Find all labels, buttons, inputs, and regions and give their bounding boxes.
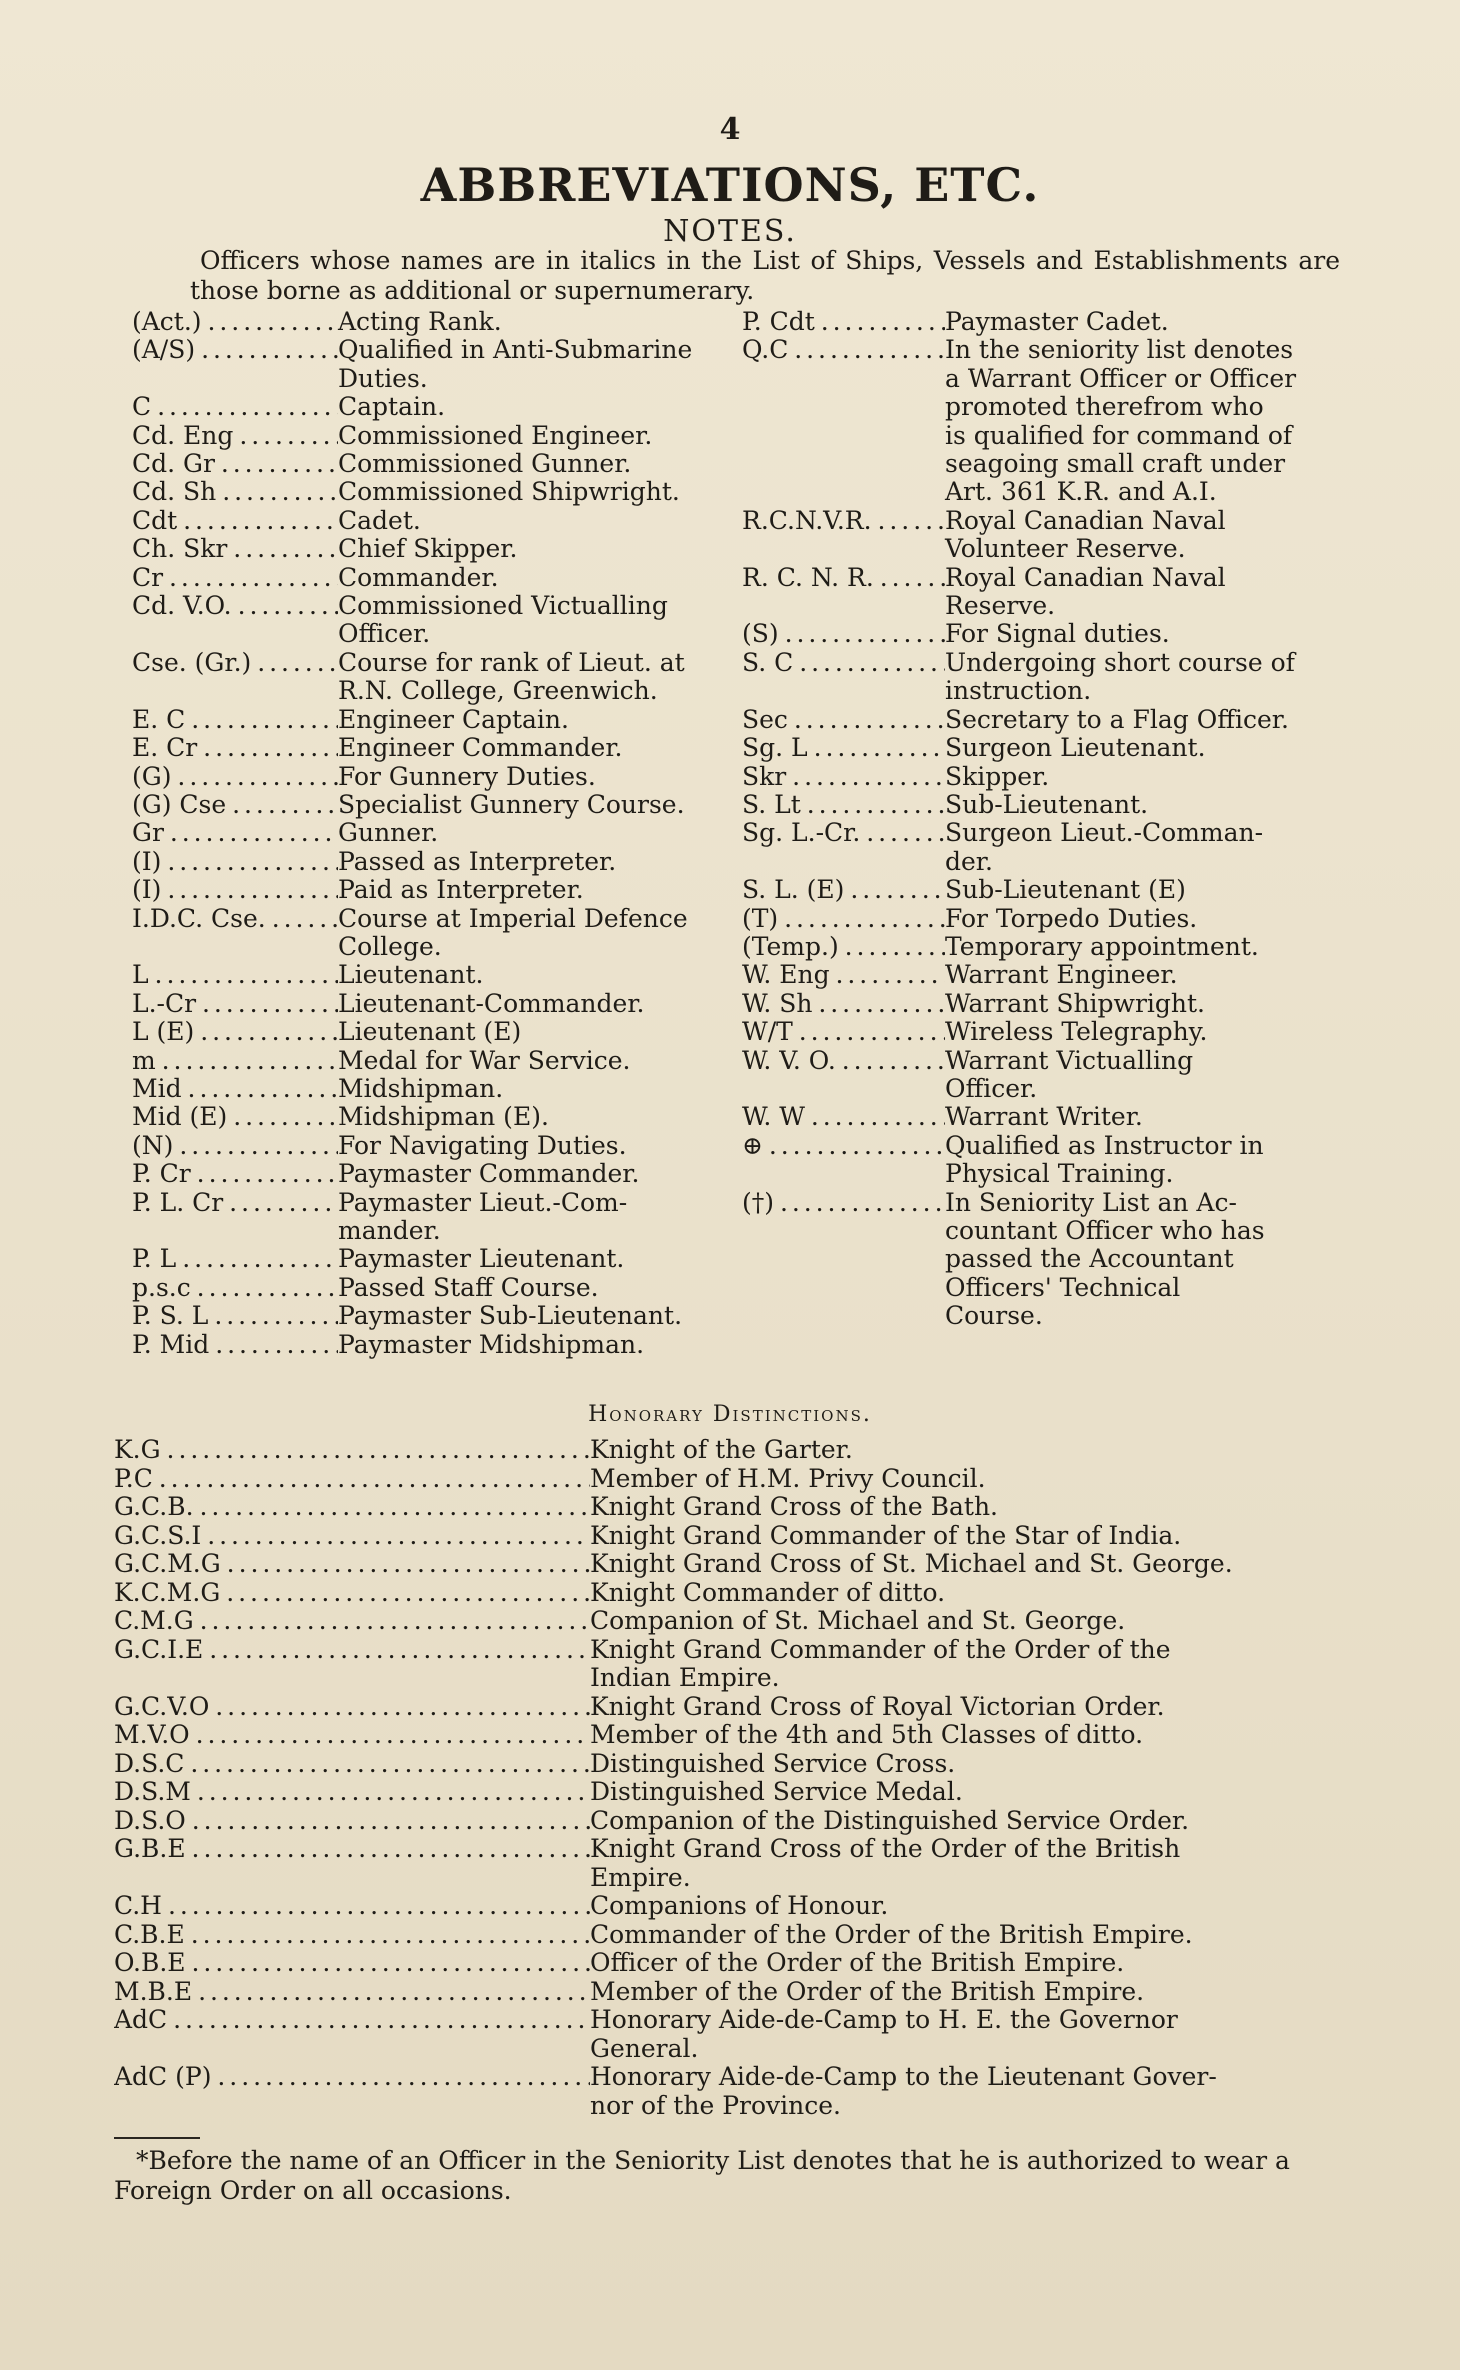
abbreviation-term: D.S.O . . . [114,1807,590,1836]
abbreviation-meaning: Honorary Aide-de-Camp to H. E. the Governor General. [590,2005,1178,2063]
abbreviation-meaning: Member of the Order of the British Empire. [590,1976,1145,2006]
abbreviation-meaning: Temporary appointment. [945,931,1259,961]
abbreviation-entry [132,336,742,393]
abbreviation-term: S. Lt . . . [742,791,945,819]
abbreviation-entry [742,791,1337,819]
abbreviation-term: W. Eng . . . [742,961,945,989]
abbreviation-meaning: For Torpedo Duties. [945,903,1198,933]
abbreviation-meaning: Distinguished Service Cross. [590,1748,956,1778]
abbreviation-entry [132,1132,742,1160]
abbreviation-entry [114,1750,1320,1779]
abbreviation-entry [742,1047,1337,1104]
abbreviations-right-column [742,308,1337,1331]
abbreviation-meaning: Commander of the Order of the British Empire. [590,1919,1193,1949]
abbreviation-meaning: For Gunnery Duties. [338,761,596,791]
abbreviation-meaning: Royal Canadian Naval Reserve. [945,562,1226,621]
abbreviation-meaning: Midshipman (E). [338,1102,549,1132]
abbreviation-entry [742,876,1337,904]
abbreviation-entry [742,1018,1337,1046]
abbreviation-meaning: Warrant Victualling Officer. [945,1045,1194,1103]
footnote-rule [114,2137,200,2139]
abbreviation-meaning: Honorary Aide-de-Camp to the Lieutenant Gover- nor of the Province. [590,2062,1217,2120]
abbreviation-term: W/T . . . [742,1018,945,1046]
abbreviation-term: G.B.E . . . [114,1835,590,1892]
abbreviation-term: AdC . . . [114,2006,590,2063]
abbreviation-term: G.C.I.E . . . [114,1636,590,1693]
abbreviation-term: W. W . . . [742,1103,945,1131]
abbreviation-term: Cdt . . . [132,507,338,535]
abbreviation-entry [132,308,742,336]
abbreviation-entry [742,649,1337,706]
abbreviation-meaning: Acting Rank. [338,307,502,336]
abbreviation-term: Skr . . . [742,763,945,791]
abbreviation-entry [114,1721,1320,1750]
abbreviation-meaning: Knight Grand Cross of the Bath. [590,1492,998,1521]
abbreviation-meaning: Gunner. [338,818,439,848]
abbreviation-term: Cd. V.O. . . . [132,592,338,649]
abbreviation-term: E. C . . . [132,706,338,734]
abbreviation-term: (†) . . . [742,1189,945,1331]
abbreviation-meaning: Paymaster Sub-Lieutenant. [338,1301,683,1331]
abbreviation-meaning: Commissioned Engineer. [338,420,653,450]
abbreviation-meaning: Member of the 4th and 5th Classes of ditto. [590,1720,1144,1749]
abbreviation-meaning: Engineer Commander. [338,733,623,763]
abbreviation-term: G.C.M.G . . . [114,1550,590,1579]
abbreviation-term: S. L. (E) . . . [742,876,945,904]
abbreviation-term: D.S.M . . . [114,1778,590,1807]
abbreviation-entry [132,1331,742,1359]
abbreviation-term: Cse. (Gr.) . . . [132,649,338,706]
abbreviation-entry [114,1607,1320,1636]
honorary-distinctions-list [114,1436,1320,2120]
abbreviation-meaning: Qualified in Anti-Submarine Duties. [338,335,693,393]
abbreviation-entry [742,706,1337,734]
abbreviation-meaning: Paymaster Commander. [338,1159,640,1189]
abbreviation-entry [114,1978,1320,2007]
abbreviation-entry [132,734,742,762]
abbreviation-meaning: Knight Grand Commander of the Order of the Indian Empire. [590,1634,1171,1692]
abbreviation-entry [132,592,742,649]
abbreviation-meaning: Lieutenant-Commander. [338,988,645,1018]
abbreviation-entry [132,478,742,506]
abbreviation-term: p.s.c . . . [132,1274,338,1302]
abbreviation-entry [114,2006,1320,2063]
abbreviation-term: G.C.S.I . . . [114,1522,590,1551]
abbreviation-entry [742,620,1337,648]
abbreviation-meaning: Commander. [338,562,499,592]
abbreviation-meaning: Secretary to a Flag Officer. [945,704,1289,734]
abbreviation-meaning: Wireless Telegraphy. [945,1017,1208,1047]
abbreviation-meaning: Undergoing short course of instruction. [945,647,1295,706]
abbreviation-meaning: Skipper. [945,761,1050,791]
abbreviation-entry [132,1018,742,1046]
abbreviation-meaning: Lieutenant. [338,960,484,990]
abbreviation-term: (G) . . . [132,763,338,791]
abbreviation-meaning: Knight Grand Cross of Royal Victorian Order. [590,1691,1165,1721]
abbreviation-term: (S) . . . [742,620,945,648]
page-title: ABBREVIATIONS, ETC. [420,158,1040,212]
abbreviation-meaning: Passed as Interpreter. [338,846,617,876]
abbreviation-entry [742,1132,1337,1189]
abbreviation-term: Q.C . . . [742,336,945,506]
abbreviation-meaning: Warrant Writer. [945,1102,1143,1132]
abbreviation-entry [742,763,1337,791]
abbreviation-meaning: Captain. [338,392,446,422]
abbreviation-meaning: Course for rank of Lieut. at R.N. College, Greenwich. [338,647,685,706]
abbreviation-entry [114,1807,1320,1836]
abbreviation-term: Sec . . . [742,706,945,734]
abbreviation-meaning: Paid as Interpreter. [338,875,584,905]
abbreviation-meaning: Specialist Gunnery Course. [338,789,685,819]
abbreviation-meaning: Companion of St. Michael and St. George. [590,1606,1126,1635]
abbreviation-term: M.V.O . . . [114,1721,590,1750]
abbreviation-term: (Temp.) . . . [742,933,945,961]
abbreviation-term: W. V. O. . . . [742,1047,945,1104]
abbreviation-entry [132,1274,742,1302]
abbreviation-term: C.H . . . [114,1892,590,1921]
abbreviation-entry [132,763,742,791]
abbreviation-meaning: Member of H.M. Privy Council. [590,1463,986,1493]
abbreviation-entry [132,905,742,962]
abbreviation-entry [114,1693,1320,1722]
notes-heading: NOTES. [663,214,797,249]
abbreviation-term: P. L. Cr . . . [132,1189,338,1246]
abbreviation-meaning: Warrant Engineer. [945,960,1178,990]
abbreviation-meaning: Commissioned Victualling Officer. [338,591,668,649]
abbreviation-entry [114,1636,1320,1693]
abbreviation-meaning: Warrant Shipwright. [945,988,1205,1018]
abbreviation-entry [114,1493,1320,1522]
abbreviation-term: P. Cdt . . . [742,308,945,336]
abbreviation-meaning: Commissioned Shipwright. [338,477,680,507]
abbreviation-term: L.-Cr . . . [132,990,338,1018]
abbreviation-term: Sg. L . . . [742,734,945,762]
abbreviation-entry [132,876,742,904]
abbreviation-meaning: Knight Commander of ditto. [590,1577,946,1607]
abbreviation-entry [132,791,742,819]
abbreviation-entry [742,1103,1337,1131]
abbreviation-term: Sg. L.-Cr. . . . [742,819,945,876]
abbreviation-meaning: Knight Grand Cross of the Order of the British Empire. [590,1834,1181,1892]
abbreviation-term: W. Sh . . . [742,990,945,1018]
abbreviation-entry [114,1778,1320,1807]
abbreviation-meaning: Surgeon Lieutenant. [945,733,1206,763]
abbreviation-entry [114,1550,1320,1579]
abbreviation-meaning: Sub-Lieutenant. [945,789,1149,819]
abbreviation-meaning: Medal for War Service. [338,1045,631,1075]
abbreviation-term: R.C.N.V.R. . . . [742,507,945,564]
abbreviation-term: (G) Cse . . . [132,791,338,819]
abbreviation-term: Cd. Gr . . . [132,450,338,478]
abbreviation-entry [132,393,742,421]
abbreviation-meaning: In Seniority List an Ac- countant Officer who has passed the Accountant Officers' Technical Course. [945,1187,1265,1331]
abbreviation-meaning: Course at Imperial Defence College. [338,903,688,961]
abbreviation-entry [742,990,1337,1018]
abbreviation-meaning: Royal Canadian Naval Volunteer Reserve. [945,505,1226,564]
abbreviation-meaning: Chief Skipper. [338,534,518,564]
abbreviation-meaning: In the seniority list denotes a Warrant Officer or Officer promoted therefrom who is qualified for command of seagoing small craft under Art. 361 K.R. and A.I. [945,335,1297,507]
abbreviation-meaning: Surgeon Lieut.-Comman- der. [945,818,1264,876]
abbreviation-meaning: Qualified as Instructor in Physical Training. [945,1130,1264,1189]
abbreviation-term: Cr . . . [132,564,338,592]
abbreviation-entry [132,564,742,592]
abbreviation-term: L (E) . . . [132,1018,338,1046]
abbreviation-term: ⊕ . . . [742,1132,945,1189]
abbreviation-meaning: Paymaster Lieut.-Com- mander. [338,1187,628,1245]
abbreviation-term: (Act.) . . . [132,308,338,336]
abbreviation-term: P. S. L . . . [132,1302,338,1330]
abbreviation-term: M.B.E . . . [114,1978,590,2007]
abbreviation-term: Cd. Sh . . . [132,478,338,506]
abbreviation-meaning: Engineer Captain. [338,704,569,734]
abbreviation-meaning: Cadet. [338,505,421,535]
abbreviation-entry [114,1522,1320,1551]
abbreviation-term: L . . . [132,961,338,989]
abbreviation-meaning: Sub-Lieutenant (E) [945,875,1186,905]
abbreviation-term: (T) . . . [742,905,945,933]
abbreviation-entry [742,308,1337,336]
abbreviation-entry [132,848,742,876]
abbreviations-left-column [132,308,742,1359]
abbreviation-term: P.C . . . [114,1465,590,1494]
abbreviation-term: (I) . . . [132,876,338,904]
abbreviation-term: Ch. Skr . . . [132,535,338,563]
abbreviation-meaning: Companions of Honour. [590,1891,889,1920]
abbreviation-entry [114,1892,1320,1921]
abbreviation-term: S. C . . . [742,649,945,706]
abbreviation-term: C.B.E . . . [114,1921,590,1950]
abbreviation-entry [742,507,1337,564]
abbreviation-meaning: Distinguished Service Medal. [590,1777,963,1806]
abbreviation-entry [132,1245,742,1273]
abbreviation-meaning: Commissioned Gunner. [338,449,632,479]
abbreviation-entry [114,1436,1320,1465]
abbreviation-term: G.C.V.O . . . [114,1693,590,1722]
abbreviation-term: P. Mid . . . [132,1331,338,1359]
abbreviation-meaning: For Navigating Duties. [338,1130,627,1160]
abbreviation-term: AdC (P) . . . [114,2063,590,2120]
abbreviation-meaning: Knight Grand Cross of St. Michael and St. George. [590,1549,1233,1578]
abbreviation-term: (N) . . . [132,1132,338,1160]
abbreviation-entry [132,649,742,706]
abbreviation-entry [742,933,1337,961]
abbreviation-term: G.C.B. . . . [114,1493,590,1522]
honorary-distinctions-heading: Honorary Distinctions. [588,1402,872,1427]
abbreviation-entry [742,336,1337,506]
abbreviation-meaning: Midshipman. [338,1073,504,1103]
abbreviation-term: (I) . . . [132,848,338,876]
abbreviation-entry [132,990,742,1018]
abbreviation-entry [132,507,742,535]
abbreviation-term: C . . . [132,393,338,421]
abbreviation-entry [132,961,742,989]
abbreviation-meaning: Knight Grand Commander of the Star of India. [590,1520,1182,1550]
abbreviation-meaning: Paymaster Midshipman. [338,1329,645,1359]
abbreviation-entry [132,706,742,734]
abbreviation-entry [132,819,742,847]
abbreviation-entry [132,422,742,450]
abbreviation-term: O.B.E . . . [114,1949,590,1978]
abbreviation-entry [114,2063,1320,2120]
abbreviation-entry [742,564,1337,621]
abbreviation-meaning: Companion of the Distinguished Service Order. [590,1805,1190,1835]
page-number: 4 [719,112,741,147]
abbreviation-meaning: Lieutenant (E) [338,1017,522,1047]
abbreviation-term: P. Cr . . . [132,1160,338,1188]
abbreviation-entry [114,1465,1320,1494]
abbreviation-term: Mid (E) . . . [132,1103,338,1131]
abbreviation-term: m . . . [132,1047,338,1075]
abbreviation-meaning: For Signal duties. [945,619,1170,649]
abbreviation-meaning: Knight of the Garter. [590,1435,853,1464]
abbreviation-entry [114,1949,1320,1978]
footnote: *Before the name of an Officer in the Seniority List denotes that he is authorized to wear a Foreign Order on all occasions. [114,2146,1290,2205]
abbreviation-term: Gr . . . [132,819,338,847]
abbreviation-entry [742,961,1337,989]
abbreviation-term: C.M.G . . . [114,1607,590,1636]
abbreviation-entry [742,1189,1337,1331]
abbreviation-entry [742,734,1337,762]
abbreviation-term: K.C.M.G . . . [114,1579,590,1608]
abbreviation-entry [114,1579,1320,1608]
abbreviation-entry [132,1160,742,1188]
abbreviation-term: (A/S) . . . [132,336,338,393]
abbreviation-term: Mid . . . [132,1075,338,1103]
abbreviation-meaning: Paymaster Cadet. [945,307,1169,336]
abbreviation-term: E. Cr . . . [132,734,338,762]
abbreviation-term: Cd. Eng . . . [132,422,338,450]
abbreviation-entry [132,450,742,478]
abbreviation-entry [132,1075,742,1103]
abbreviation-entry [114,1921,1320,1950]
abbreviation-term: K.G . . . [114,1436,590,1465]
abbreviation-term: P. L . . . [132,1245,338,1273]
notes-text: Officers whose names are in italics in the List of Ships, Vessels and Establishments are those borne as additional or supernumerary. [190,246,1340,305]
abbreviation-entry [132,1302,742,1330]
abbreviation-meaning: Passed Staff Course. [338,1272,599,1302]
abbreviation-entry [132,1047,742,1075]
abbreviation-entry [132,1189,742,1246]
abbreviation-entry [114,1835,1320,1892]
abbreviation-entry [742,819,1337,876]
abbreviation-term: R. C. N. R. . . . [742,564,945,621]
abbreviation-meaning: Officer of the Order of the British Empire. [590,1948,1125,1977]
abbreviation-term: I.D.C. Cse. . . . [132,905,338,962]
abbreviation-meaning: Paymaster Lieutenant. [338,1244,625,1274]
abbreviation-term: D.S.C . . . [114,1750,590,1779]
abbreviation-entry [132,1103,742,1131]
abbreviation-entry [742,905,1337,933]
abbreviation-entry [132,535,742,563]
